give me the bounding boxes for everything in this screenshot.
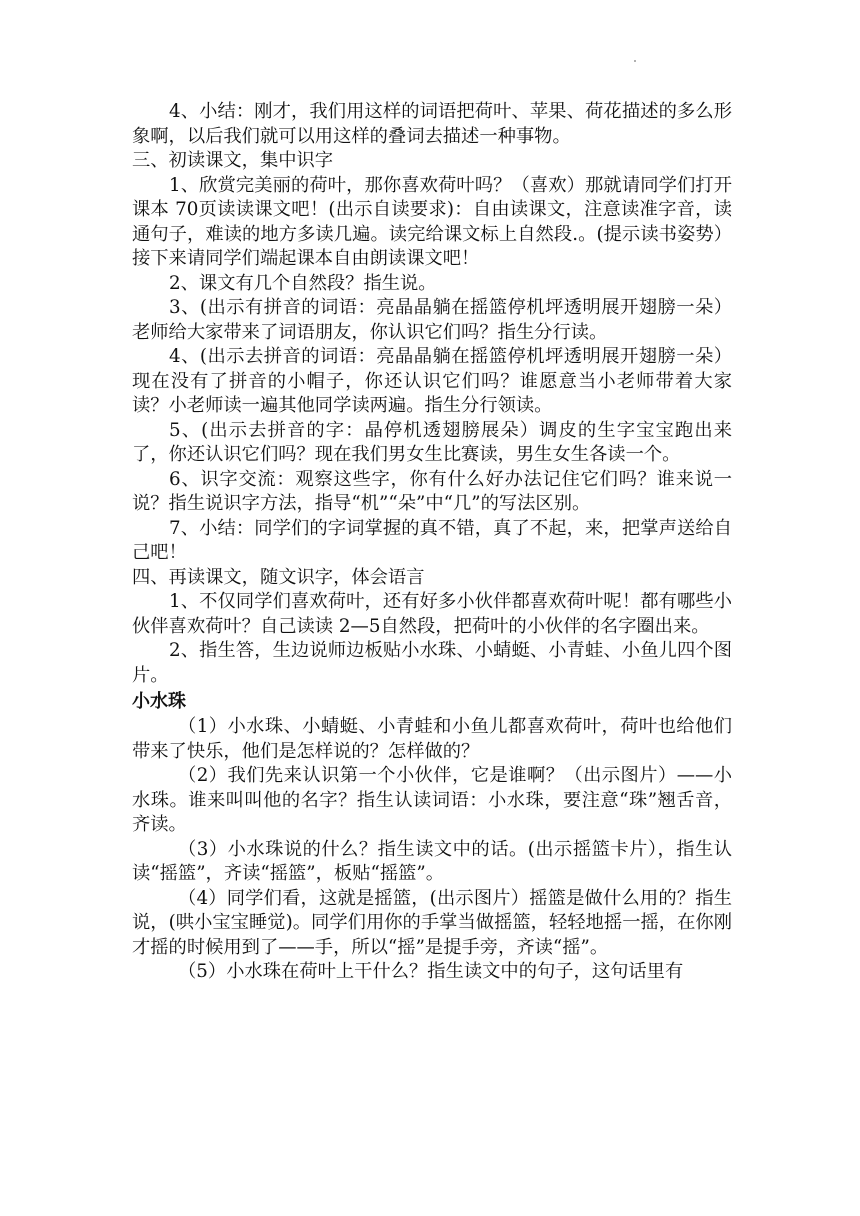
paragraph-water-4: （4）同学们看，这就是摇篮，(出示图片）摇篮是做什么用的？指生说，(哄小宝宝睡觉)。同学们用你的手掌当做摇篮，轻轻地摇一摇，在你刚才摇的时候用到了——手，所以“摇”是提手旁，齐读“摇”。 xyxy=(132,887,732,958)
page-mark xyxy=(634,60,636,62)
paragraph-water-5: （5）小水珠在荷叶上干什么？指生读文中的句子，这句话里有 xyxy=(178,961,684,982)
section-heading-3: 三、初读课文，集中识字 xyxy=(132,150,334,171)
paragraph-read-2: 2、课文有几个自然段？指生说。 xyxy=(169,272,437,294)
paragraph-reread-2: 2、指生答，生边说师边板贴小水珠、小蜻蜓、小青蛙、小鱼儿四个图片。 xyxy=(132,640,732,686)
section-heading-4: 四、再读课文，随文识字，体会语言 xyxy=(132,566,425,588)
paragraph-read-4: 4、(出示去拼音的词语：亮晶晶躺在摇篮停机坪透明展开翅膀一朵）现在没有了拼音的小帽子，你还认识它们吗？谁愿意当小老师带着大家读？小老师读一遍其他同学读两遍。指生分行领读。 xyxy=(132,346,732,416)
paragraph-water-3: （3）小水珠说的什么？指生读文中的话。(出示摇篮卡片），指生认读“摇篮”，齐读“摇篮”，板贴“摇篮”。 xyxy=(132,838,732,884)
paragraph-reread-1: 1、不仅同学们喜欢荷叶，还有好多小伙伴都喜欢荷叶呢！都有哪些小伙伴喜欢荷叶？自己读读 2—5自然段，把荷叶的小伙伴的名字圈出来。 xyxy=(132,591,732,637)
paragraph-read-7: 7、小结：同学们的字词掌握的真不错，真了不起，来，把掌声送给自己吧！ xyxy=(132,517,732,563)
paragraph-water-2: （2）我们先来认识第一个小伙伴，它是谁啊？（出示图片）——小水珠。谁来叫叫他的名字？指生认读词语：小水珠，要注意“珠”翘舌音，齐读。 xyxy=(132,765,732,835)
paragraph-summary-1: 4、小结：刚才，我们用这样的词语把荷叶、苹果、荷花描述的多么形象啊，以后我们就可以用这样的叠词去描述一种事物。 xyxy=(132,101,732,147)
paragraph-read-5: 5、(出示去拼音的字：晶停机透翅膀展朵）调皮的生字宝宝跑出来了，你还认识它们吗？现在我们男女生比赛读，男生女生各读一个。 xyxy=(132,419,732,465)
subheading-water-drop: 小水珠 xyxy=(132,691,186,712)
paragraph-read-3: 3、(出示有拼音的词语：亮晶晶躺在摇篮停机坪透明展开翅膀一朵）老师给大家带来了词语朋友，你认识它们吗？指生分行读。 xyxy=(132,297,732,343)
paragraph-read-1: 1、欣赏完美丽的荷叶，那你喜欢荷叶吗？（喜欢）那就请同学们打开课本 70页读读课文吧！(出示自读要求)：自由读课文，注意读准字音，读通句子，难读的地方多读几遍。读完给课文标上自然段.。(提示读书姿势）接下来请同学们端起课本自由朗读课文吧！ xyxy=(132,174,732,269)
paragraph-water-1: （1）小水珠、小蜻蜓、小青蛙和小鱼儿都喜欢荷叶，荷叶也给他们带来了快乐，他们是怎样说的？怎样做的？ xyxy=(132,716,732,762)
paragraph-read-6: 6、识字交流：观察这些字，你有什么好办法记住它们吗？谁来说一说？指生说识字方法，指导“机”“朵”中“几”的写法区别。 xyxy=(132,468,732,514)
document-body xyxy=(132,100,732,985)
